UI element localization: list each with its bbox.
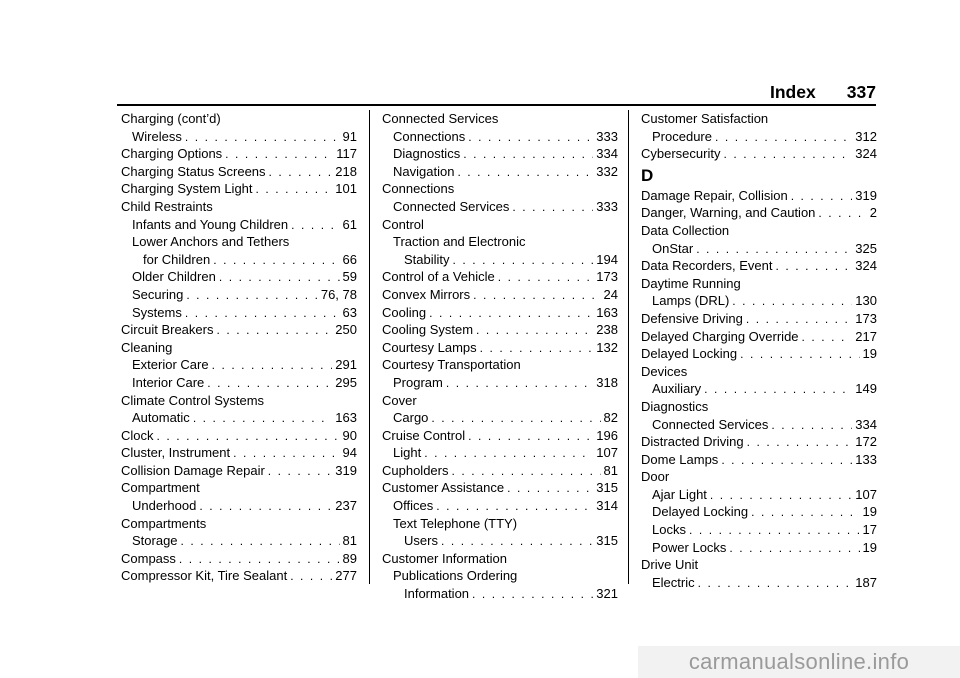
index-entry-page[interactable]: 132 xyxy=(596,339,618,355)
index-entry[interactable] xyxy=(641,292,877,310)
dot-leader xyxy=(710,487,852,505)
index-entry-text: Delayed Locking xyxy=(641,346,738,362)
index-entry-text: Courtesy Transportation xyxy=(382,357,521,373)
dot-leader xyxy=(186,287,318,305)
index-entry-text: Text Telephone (TTY) xyxy=(393,515,518,531)
dot-leader xyxy=(729,540,859,558)
index-entry-text: Cluster, Instrument xyxy=(121,445,231,461)
dot-leader xyxy=(453,252,594,270)
index-entry-page[interactable]: 312 xyxy=(855,128,877,144)
index-entry[interactable] xyxy=(121,251,357,269)
index-entry[interactable] xyxy=(121,163,357,181)
index-entry[interactable] xyxy=(641,145,877,163)
index-entry-page[interactable]: 81 xyxy=(342,533,357,549)
index-entry xyxy=(382,180,618,198)
index-entry xyxy=(641,468,877,486)
index-entry-text: Lower Anchors and Tethers xyxy=(132,234,290,250)
dot-leader xyxy=(291,217,339,235)
dot-leader xyxy=(696,241,852,259)
index-entry[interactable] xyxy=(121,409,357,427)
index-entry[interactable] xyxy=(121,567,357,585)
index-entry[interactable] xyxy=(382,163,618,181)
index-entry-text: Wireless xyxy=(132,128,182,144)
index-entry[interactable] xyxy=(641,416,877,434)
index-entry xyxy=(641,398,877,416)
index-entry-text: Customer Satisfaction xyxy=(641,111,769,126)
index-entry[interactable] xyxy=(382,444,618,462)
index-entry xyxy=(382,233,618,251)
index-entry-page[interactable]: 107 xyxy=(855,486,877,502)
dot-leader xyxy=(740,346,859,364)
index-entry-text: Navigation xyxy=(393,163,455,179)
index-entry-text: Data Recorders, Event xyxy=(641,258,773,274)
index-entry[interactable] xyxy=(641,503,877,521)
index-entry-page[interactable]: 89 xyxy=(342,550,357,566)
index-entry[interactable] xyxy=(641,486,877,504)
index-entry[interactable] xyxy=(121,374,357,392)
dot-leader xyxy=(480,340,594,358)
index-entry-text: Stability xyxy=(404,251,450,267)
index-entry xyxy=(382,216,618,234)
index-entry[interactable] xyxy=(641,345,877,363)
index-entry-text: Storage xyxy=(132,533,178,549)
index-entry-page[interactable]: 196 xyxy=(596,427,618,443)
index-entry[interactable] xyxy=(121,550,357,568)
index-entry-text: Cargo xyxy=(393,410,429,426)
index-entry-text: Traction and Electronic xyxy=(393,234,526,250)
index-entry[interactable] xyxy=(121,497,357,515)
dot-leader xyxy=(157,428,340,446)
index-entry xyxy=(121,392,357,410)
column-divider xyxy=(628,110,629,584)
index-entry-text: Charging Status Screens xyxy=(121,163,266,179)
index-entry-text: Cover xyxy=(382,392,417,408)
index-entry[interactable] xyxy=(641,257,877,275)
index-entry-text: Cruise Control xyxy=(382,427,466,443)
index-entry-text: Dome Lamps xyxy=(641,451,719,467)
index-entry-text: Information xyxy=(404,586,470,602)
column-divider xyxy=(369,110,370,584)
index-entry-page[interactable]: 277 xyxy=(335,568,357,584)
index-entry[interactable] xyxy=(121,427,357,445)
index-entry[interactable] xyxy=(382,128,618,146)
index-entry-text: Lamps (DRL) xyxy=(652,293,730,309)
section-title: Index xyxy=(770,82,816,102)
index-entry-text: Customer Information xyxy=(382,550,507,566)
index-entry-text: Delayed Locking xyxy=(652,504,749,520)
index-entry-text: Compartment xyxy=(121,480,200,496)
dot-leader xyxy=(185,129,340,147)
index-entry-text: Defensive Driving xyxy=(641,310,743,326)
dot-leader xyxy=(207,375,332,393)
dot-leader xyxy=(225,146,333,164)
index-entry-page[interactable]: 295 xyxy=(335,374,357,390)
index-entry-text: Charging Options xyxy=(121,146,223,162)
dot-leader xyxy=(193,410,332,428)
index-entry-text: Compass xyxy=(121,550,176,566)
index-entry-text: Ajar Light xyxy=(652,486,707,502)
dot-leader xyxy=(441,533,593,551)
index-entry-text: Connected Services xyxy=(652,416,769,432)
index-entry-page[interactable]: 91 xyxy=(342,128,357,144)
index-entry-page[interactable]: 63 xyxy=(342,304,357,320)
index-entry-page[interactable]: 324 xyxy=(855,258,877,274)
index-entry-text: Automatic xyxy=(132,410,190,426)
dot-leader xyxy=(472,586,593,604)
index-entry xyxy=(382,356,618,374)
index-entry-text: Door xyxy=(641,469,670,485)
index-entry[interactable] xyxy=(121,286,357,304)
index-entry-text: Light xyxy=(393,445,422,461)
dot-leader xyxy=(507,480,593,498)
index-entry-page[interactable]: 218 xyxy=(335,163,357,179)
index-entry-text: Securing xyxy=(132,286,184,302)
index-entry-text: Older Children xyxy=(132,269,216,285)
index-entry[interactable] xyxy=(641,574,877,592)
index-entry-text: Delayed Charging Override xyxy=(641,328,799,344)
index-entry-text: Procedure xyxy=(652,128,712,144)
index-entry-page[interactable]: 66 xyxy=(342,251,357,267)
index-entry-text: Circuit Breakers xyxy=(121,322,214,338)
index-entry-text: Data Collection xyxy=(641,222,730,238)
index-entry[interactable] xyxy=(641,310,877,328)
index-entry xyxy=(641,222,877,240)
index-entry-page[interactable]: 17 xyxy=(862,522,877,538)
index-entry-page[interactable]: 334 xyxy=(596,146,618,162)
index-entry[interactable] xyxy=(382,532,618,550)
index-entry-page[interactable]: 133 xyxy=(855,451,877,467)
index-entry[interactable] xyxy=(121,321,357,339)
dot-leader xyxy=(818,205,866,223)
dot-leader xyxy=(431,410,600,428)
index-entry-text: Interior Care xyxy=(132,374,205,390)
index-entry-text: Convex Mirrors xyxy=(382,286,471,302)
dot-leader xyxy=(732,293,852,311)
index-entry-page[interactable]: 163 xyxy=(596,304,618,320)
index-entry-page[interactable]: 291 xyxy=(335,357,357,373)
index-entry[interactable] xyxy=(121,128,357,146)
index-entry[interactable] xyxy=(121,462,357,480)
index-entry xyxy=(382,392,618,410)
index-entry-text: Connected Services xyxy=(393,198,510,214)
index-entry-text: Locks xyxy=(652,522,686,538)
index-entry[interactable] xyxy=(641,451,877,469)
index-entry[interactable] xyxy=(382,462,618,480)
index-entry-page[interactable]: 107 xyxy=(596,445,618,461)
index-entry-text: Infants and Young Children xyxy=(132,216,289,232)
dot-leader xyxy=(689,522,860,540)
index-entry-page[interactable]: 19 xyxy=(862,539,877,555)
index-entry-page[interactable]: 101 xyxy=(335,181,357,197)
index-entry[interactable] xyxy=(382,374,618,392)
index-entry[interactable] xyxy=(641,204,877,222)
dot-leader xyxy=(452,463,601,481)
index-entry-page[interactable]: 187 xyxy=(855,574,877,590)
index-column-3 xyxy=(641,110,877,591)
index-entry-page[interactable]: 163 xyxy=(335,410,357,426)
index-entry-text: Cooling System xyxy=(382,322,474,338)
index-entry[interactable] xyxy=(121,180,357,198)
index-entry-page[interactable]: 321 xyxy=(596,586,618,602)
index-entry-text: Users xyxy=(404,533,438,549)
dot-leader xyxy=(468,129,593,147)
index-entry-text: Power Locks xyxy=(652,539,727,555)
dot-leader xyxy=(179,551,340,569)
index-entry[interactable] xyxy=(382,321,618,339)
index-entry-text: Publications Ordering xyxy=(393,568,518,584)
index-entry-text: Exterior Care xyxy=(132,357,209,373)
index-entry-page[interactable]: 81 xyxy=(603,462,618,478)
watermark: carmanualsonline.info xyxy=(638,646,960,678)
dot-leader xyxy=(268,463,333,481)
index-entry-text: Courtesy Lamps xyxy=(382,339,477,355)
index-entry[interactable] xyxy=(382,304,618,322)
index-entry xyxy=(121,198,357,216)
index-entry-page[interactable]: 333 xyxy=(596,128,618,144)
dot-leader xyxy=(290,568,332,586)
index-entry[interactable] xyxy=(382,339,618,357)
index-entry-text: Damage Repair, Collision xyxy=(641,187,788,203)
index-entry-page[interactable]: 82 xyxy=(603,410,618,426)
header-rule xyxy=(117,104,876,106)
index-entry xyxy=(121,479,357,497)
index-entry-page[interactable]: 172 xyxy=(855,434,877,450)
index-entry[interactable] xyxy=(121,532,357,550)
index-entry-page[interactable]: 94 xyxy=(342,445,357,461)
dot-leader xyxy=(468,428,593,446)
index-entry[interactable] xyxy=(641,433,877,451)
dot-leader xyxy=(476,322,593,340)
index-entry-text: Compressor Kit, Tire Sealant xyxy=(121,568,288,584)
index-entry xyxy=(382,515,618,533)
index-entry[interactable] xyxy=(382,427,618,445)
index-entry-text: Connected Services xyxy=(382,111,499,126)
index-entry xyxy=(121,110,357,128)
index-entry[interactable] xyxy=(121,216,357,234)
index-entry[interactable] xyxy=(641,187,877,205)
index-entry[interactable] xyxy=(382,479,618,497)
index-entry-text: Collision Damage Repair xyxy=(121,462,265,478)
dot-leader xyxy=(751,504,859,522)
dot-leader xyxy=(181,533,340,551)
index-entry-page[interactable]: 19 xyxy=(862,504,877,520)
index-entry-text: Connections xyxy=(393,128,466,144)
dot-leader xyxy=(721,452,852,470)
dot-leader xyxy=(776,258,853,276)
dot-leader xyxy=(498,269,594,287)
dot-leader xyxy=(746,311,852,329)
index-entry-page[interactable]: 334 xyxy=(855,416,877,432)
index-entry-page[interactable]: 319 xyxy=(855,187,877,203)
index-entry-page[interactable]: 217 xyxy=(855,328,877,344)
index-entry[interactable] xyxy=(382,198,618,216)
index-entry-text: Cooling xyxy=(382,304,427,320)
index-entry-text: Cleaning xyxy=(121,339,173,355)
dot-leader xyxy=(424,445,593,463)
index-entry-text: Charging (cont’d) xyxy=(121,111,221,126)
index-entry-page[interactable]: 237 xyxy=(335,498,357,514)
dot-leader xyxy=(473,287,600,305)
dot-leader xyxy=(256,181,333,199)
dot-leader xyxy=(446,375,593,393)
dot-leader xyxy=(771,417,852,435)
index-entry xyxy=(121,515,357,533)
index-entry-text: Charging System Light xyxy=(121,181,253,197)
index-entry[interactable] xyxy=(382,409,618,427)
index-entry-text: Devices xyxy=(641,363,688,379)
dot-leader xyxy=(704,381,852,399)
dot-leader xyxy=(791,188,853,206)
index-entry xyxy=(641,556,877,574)
index-entry[interactable] xyxy=(382,286,618,304)
index-entry-page[interactable]: 173 xyxy=(596,269,618,285)
index-entry-text: Control xyxy=(382,216,424,232)
dot-leader xyxy=(802,329,853,347)
index-entry xyxy=(121,339,357,357)
index-entry-page[interactable]: 318 xyxy=(596,374,618,390)
index-entry-text: Program xyxy=(393,374,443,390)
dot-leader xyxy=(723,146,852,164)
index-letter-heading: D xyxy=(641,165,654,185)
index-entry-text: Distracted Driving xyxy=(641,434,744,450)
dot-leader xyxy=(219,269,340,287)
dot-leader xyxy=(698,575,853,593)
index-entry[interactable] xyxy=(121,356,357,374)
index-entry-text: Clock xyxy=(121,427,154,443)
index-entry-page[interactable]: 19 xyxy=(862,346,877,362)
index-entry[interactable] xyxy=(641,328,877,346)
index-entry-text: Compartments xyxy=(121,515,207,531)
index-entry-text: Electric xyxy=(652,574,695,590)
index-entry[interactable] xyxy=(121,304,357,322)
index-entry[interactable] xyxy=(382,251,618,269)
index-entry-text: OnStar xyxy=(652,240,694,256)
index-entry xyxy=(121,233,357,251)
index-entry[interactable] xyxy=(382,145,618,163)
index-entry-page[interactable]: 149 xyxy=(855,381,877,397)
index-entry[interactable] xyxy=(382,268,618,286)
index-entry-text: for Children xyxy=(143,251,211,267)
page-number: 337 xyxy=(846,82,876,102)
index-entry[interactable] xyxy=(382,585,618,603)
index-entry-page[interactable]: 76, 78 xyxy=(320,286,357,302)
index-entry-page[interactable]: 194 xyxy=(596,251,618,267)
index-entry-text: Connections xyxy=(382,181,455,197)
index-entry xyxy=(641,110,877,128)
index-entry-text: Child Restraints xyxy=(121,198,213,214)
index-entry xyxy=(382,110,618,128)
dot-leader xyxy=(216,322,332,340)
index-entry-page[interactable]: 173 xyxy=(855,310,877,326)
index-entry-text: Offices xyxy=(393,498,434,514)
dot-leader xyxy=(512,199,593,217)
index-entry[interactable] xyxy=(641,128,877,146)
index-entry-page[interactable]: 250 xyxy=(335,322,357,338)
index-entry[interactable] xyxy=(382,497,618,515)
index-entry-page[interactable]: 117 xyxy=(336,146,357,162)
dot-leader xyxy=(457,164,593,182)
index-entry[interactable] xyxy=(121,268,357,286)
dot-leader xyxy=(269,164,333,182)
index-entry-page[interactable]: 324 xyxy=(855,146,877,162)
dot-leader xyxy=(233,445,339,463)
index-entry-page[interactable]: 24 xyxy=(603,286,618,302)
index-entry-text: Diagnostics xyxy=(641,398,709,414)
index-entry-text: Daytime Running xyxy=(641,275,741,291)
index-entry-page[interactable]: 238 xyxy=(596,322,618,338)
index-entry-text: Auxiliary xyxy=(652,381,702,397)
dot-leader xyxy=(185,305,340,323)
dot-leader xyxy=(463,146,593,164)
index-entry-text: Cybersecurity xyxy=(641,146,721,162)
index-entry-page[interactable]: 325 xyxy=(855,240,877,256)
index-entry-text: Systems xyxy=(132,304,182,320)
index-entry-text: Diagnostics xyxy=(393,146,461,162)
index-entry[interactable] xyxy=(121,145,357,163)
index-entry xyxy=(641,363,877,381)
index-entry-page[interactable]: 315 xyxy=(596,533,618,549)
dot-leader xyxy=(429,305,593,323)
index-entry xyxy=(382,567,618,585)
index-entry-text: Underhood xyxy=(132,498,197,514)
index-column-2 xyxy=(382,110,618,603)
index-entry[interactable] xyxy=(121,444,357,462)
index-entry-page[interactable]: 332 xyxy=(596,163,618,179)
index-column-1 xyxy=(121,110,357,585)
index-entry[interactable] xyxy=(641,539,877,557)
index-entry-page[interactable]: 61 xyxy=(342,216,357,232)
index-entry xyxy=(382,550,618,568)
dot-leader xyxy=(715,129,852,147)
index-entry-page[interactable]: 319 xyxy=(335,462,357,478)
index-entry[interactable] xyxy=(641,380,877,398)
index-entry-text: Drive Unit xyxy=(641,557,699,573)
index-entry-page[interactable]: 315 xyxy=(596,480,618,496)
index-entry xyxy=(641,275,877,293)
index-entry[interactable] xyxy=(641,240,877,258)
dot-leader xyxy=(212,357,333,375)
dot-leader xyxy=(747,434,853,452)
index-entry-page[interactable]: 90 xyxy=(342,427,357,443)
index-entry-text: Control of a Vehicle xyxy=(382,269,495,285)
index-entry-text: Cupholders xyxy=(382,462,449,478)
dot-leader xyxy=(213,252,339,270)
index-entry-page[interactable]: 130 xyxy=(855,293,877,309)
index-entry-text: Customer Assistance xyxy=(382,480,505,496)
index-entry[interactable] xyxy=(641,521,877,539)
dot-leader xyxy=(436,498,593,516)
index-entry-page[interactable]: 2 xyxy=(869,205,877,221)
index-entry-text: Danger, Warning, and Caution xyxy=(641,205,816,221)
page-header xyxy=(770,82,876,103)
index-entry-page[interactable]: 59 xyxy=(342,269,357,285)
dot-leader xyxy=(199,498,332,516)
index-entry-text: Climate Control Systems xyxy=(121,392,265,408)
index-entry-page[interactable]: 314 xyxy=(596,498,618,514)
index-entry-page[interactable]: 333 xyxy=(596,198,618,214)
